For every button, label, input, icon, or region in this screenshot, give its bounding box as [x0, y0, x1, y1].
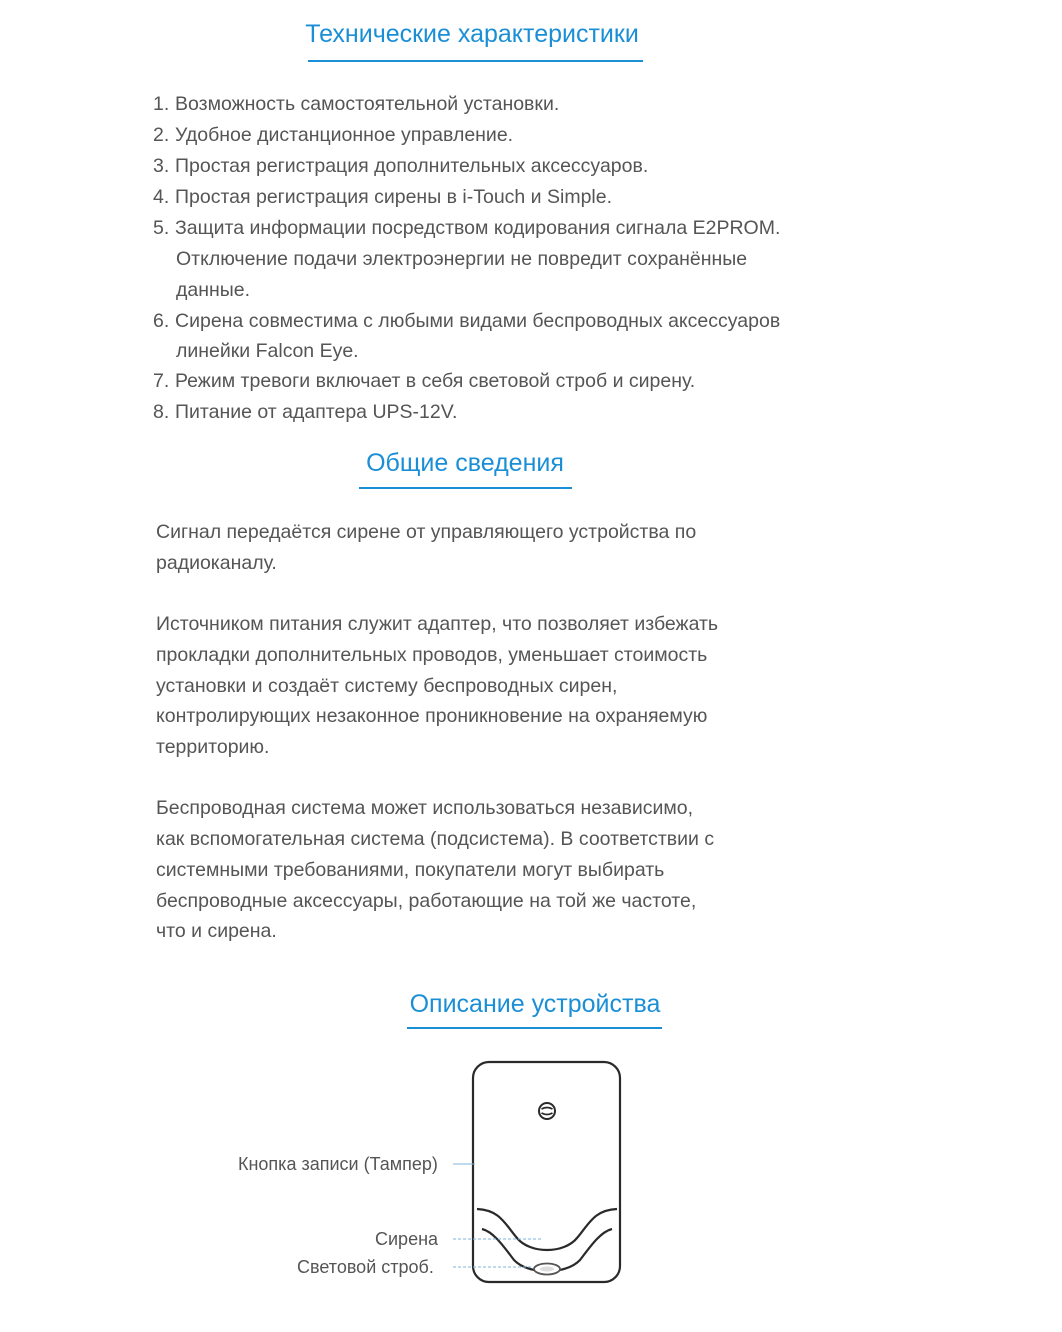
- device-heading: Описание устройства: [409, 990, 661, 1018]
- paragraph-line: Источником питания служит адаптер, что позволяет избежать: [156, 613, 719, 635]
- paragraph-line: прокладки дополнительных проводов, уменьшает стоимость: [156, 644, 708, 666]
- list-item: 6. Сирена совместима с любыми видами беспроводных аксессуаров: [153, 310, 781, 332]
- list-item: 2. Удобное дистанционное управление.: [153, 124, 514, 146]
- list-item-continuation: Отключение подачи электроэнергии не повредит сохранённые: [176, 248, 748, 270]
- paragraph-line: территорию.: [156, 736, 270, 758]
- general-heading: Общие сведения: [366, 449, 564, 477]
- strobe-label: Световой строб.: [297, 1257, 434, 1277]
- list-item: 5. Защита информации посредством кодирования сигнала E2PROM.: [153, 217, 781, 239]
- list-item: 4. Простая регистрация сирены в i-Touch и Simple.: [153, 186, 613, 208]
- paragraph-line: беспроводные аксессуары, работающие на той же частоте,: [156, 890, 697, 912]
- siren-label: Сирена: [375, 1229, 439, 1249]
- paragraph-line: системными требованиями, покупатели могут выбирать: [156, 859, 665, 881]
- specs-heading: Технические характеристики: [305, 20, 639, 48]
- list-item: 1. Возможность самостоятельной установки.: [153, 93, 560, 115]
- paragraph-line: радиоканалу.: [156, 552, 277, 574]
- paragraph-line: Сигнал передаётся сирене от управляющего устройства по: [156, 521, 697, 543]
- list-item: 8. Питание от адаптера UPS-12V.: [153, 401, 458, 423]
- paragraph-line: установки и создаёт систему беспроводных сирен,: [156, 675, 618, 697]
- list-item: 3. Простая регистрация дополнительных аксессуаров.: [153, 155, 649, 177]
- list-item-continuation: данные.: [176, 279, 251, 301]
- tamper-label: Кнопка записи (Тампер): [238, 1154, 438, 1174]
- paragraph-line: что и сирена.: [156, 920, 277, 942]
- paragraph-line: как вспомогательная система (подсистема). В соответствии с: [156, 828, 715, 850]
- paragraph-line: Беспроводная система может использоваться независимо,: [156, 797, 694, 819]
- paragraph-line: контролирующих незаконное проникновение на охраняемую: [156, 705, 708, 727]
- list-item: 7. Режим тревоги включает в себя световой строб и сирену.: [153, 370, 696, 392]
- list-item-continuation: линейки Falcon Eye.: [176, 340, 359, 362]
